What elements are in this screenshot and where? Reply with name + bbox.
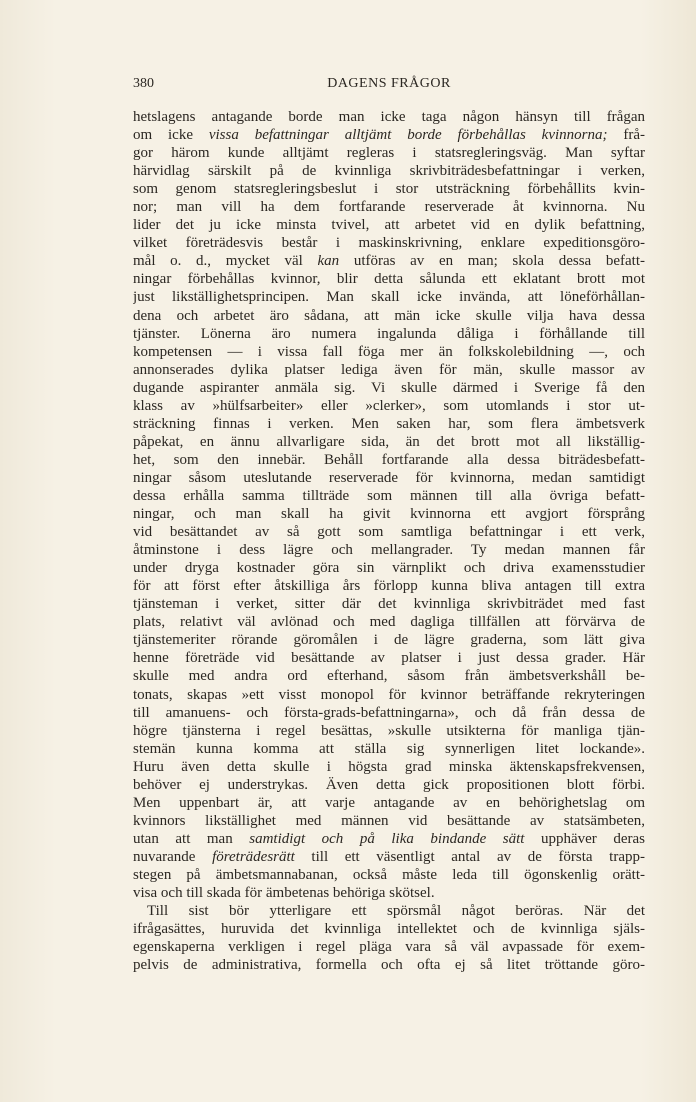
text-line xyxy=(133,361,645,379)
text-line xyxy=(133,722,645,740)
text-line xyxy=(133,938,645,956)
text-segment: tonats, skapas »ett visst monopol för kvinnor beträffande rekryteringen xyxy=(133,686,645,703)
text-segment: plats, relativt väl avlönad och med dagliga tillfällen att förvärva de xyxy=(133,614,645,631)
text-line xyxy=(133,270,645,288)
text-line xyxy=(133,216,645,234)
text-segment: mål o. d., mycket väl xyxy=(133,253,318,270)
running-title: DAGENS FRÅGOR xyxy=(327,76,451,91)
text-segment: vilket företrädesvis består i maskinskrivning, enklare expeditionsgöro- xyxy=(133,235,645,252)
text-segment: vid besättandet av så gott som samtliga befattningar i ett verk, xyxy=(133,524,645,541)
italic-text: samtidigt och på lika bindande sätt xyxy=(249,830,525,847)
text-line xyxy=(133,920,645,938)
text-line xyxy=(133,686,645,704)
page-number: 380 xyxy=(133,76,154,91)
text-segment: skulle med andra ord efterhand, såsom från ämbetsverkshåll be- xyxy=(133,668,645,685)
text-line xyxy=(133,252,645,270)
text-line xyxy=(133,667,645,685)
text-segment: ningar förbehållas kvinnor, blir detta sålunda ett eklatant brott mot xyxy=(133,271,645,288)
italic-text: företrädesrätt xyxy=(212,848,295,865)
text-line xyxy=(133,451,645,469)
text-segment: nor; man vill ha dem fortfarande reserverade åt kvinnorna. Nu xyxy=(133,199,645,216)
text-segment: lider det ju icke minsta tvivel, att arbetet vid en dylik befattning, xyxy=(133,217,645,234)
text-line xyxy=(133,541,645,559)
text-segment: egenskaperna verkligen i regel pläga vara så väl avpassade för exem- xyxy=(133,939,645,956)
text-segment: tjänsteman i verket, sitter där det kvinnliga skrivbiträdet med fast xyxy=(133,596,645,613)
text-segment: utan att man xyxy=(133,830,250,847)
text-line xyxy=(133,794,645,812)
page-header xyxy=(133,76,645,94)
text-segment: till ett väsentligt antal av de första trapp- xyxy=(294,848,645,865)
italic-text: vissa befattningar alltjämt borde förbehållas kvinnorna; xyxy=(208,127,608,144)
text-segment: stemän kunna komma att ställa sig synnerligen litet lockande». xyxy=(133,740,645,757)
text-line xyxy=(133,325,645,343)
text-line xyxy=(133,234,645,252)
text-segment: Till sist bör ytterligare ett spörsmål något beröras. När det xyxy=(147,903,645,920)
text-segment: tjänster. Lönerna äro numera ingalunda dåliga i förhållande till xyxy=(133,325,645,342)
text-line xyxy=(133,595,645,613)
text-line xyxy=(133,162,645,180)
text-line xyxy=(133,848,645,866)
text-line xyxy=(133,740,645,758)
text-line xyxy=(133,704,645,722)
text-segment: kompetensen — i vissa fall föga mer än folkskolebildning —, och xyxy=(133,343,645,360)
text-segment: frå- xyxy=(607,127,645,144)
text-line xyxy=(133,884,645,902)
text-segment: nuvarande xyxy=(133,848,213,865)
text-line xyxy=(133,758,645,776)
text-line xyxy=(133,956,645,974)
text-line xyxy=(133,776,645,794)
text-line xyxy=(133,433,645,451)
text-segment: behöver ej understrykas. Även detta gick propositionen blott förbi. xyxy=(133,776,645,793)
text-segment: stegen på ämbetsmannabanan, också måste leda till ögonskenlig orätt- xyxy=(133,866,645,883)
text-segment: pelvis de administrativa, formella och ofta ej så litet tröttande göro- xyxy=(133,957,645,974)
text-line xyxy=(133,631,645,649)
text-segment: dena och arbetet äro sådana, att män icke skulle vilja hava dessa xyxy=(133,307,645,324)
text-segment: gor härom kunde alltjämt regleras i statsregleringsväg. Man syftar xyxy=(133,145,645,162)
text-line xyxy=(133,343,645,361)
text-segment: påpekat, en ännu allvarligare sida, än det brott mot all likställig- xyxy=(133,433,645,450)
text-segment: just likställighetsprincipen. Man skall icke invända, att löneförhållan- xyxy=(133,289,645,306)
text-segment: sträckning finnas i verken. Men saken har, som flera ämbetsverk xyxy=(133,415,645,432)
body-text xyxy=(133,108,645,974)
text-segment: klass av »hülfsarbeiter» eller »clerker», som utomlands i stor ut- xyxy=(133,397,645,414)
text-segment: ifrågasättes, huruvida det kvinnliga intellektet och de kvinnliga själs- xyxy=(133,921,645,938)
text-segment: upphäver deras xyxy=(524,830,645,847)
text-line xyxy=(133,523,645,541)
text-segment: som genom statsregleringsbeslut i stor utsträckning förbehållits kvin- xyxy=(133,181,645,198)
text-segment: het, som den innebär. Behåll fortfarande alla dessa biträdesbefatt- xyxy=(133,451,645,468)
text-segment: under dryga kostnader göra sin värnplikt och driva examensstudier xyxy=(133,560,645,577)
text-line xyxy=(133,649,645,667)
text-line xyxy=(133,288,645,306)
text-segment: åtminstone i dess lägre och mellangrader. Ty medan mannen får xyxy=(133,542,645,559)
text-line xyxy=(133,180,645,198)
text-line xyxy=(133,126,645,144)
text-segment: till amanuens- och första-grads-befattningarna», och då från dessa de xyxy=(133,704,645,721)
text-segment: hetslagens antagande borde man icke taga någon hänsyn till frågan xyxy=(133,109,645,125)
text-segment: tjänstemeriter rörande göromålen i de lägre graderna, som lätt giva xyxy=(133,632,645,649)
text-line xyxy=(133,469,645,487)
text-segment: ningar såsom uteslutande reserverade för kvinnorna, medan samtidigt xyxy=(133,469,645,486)
text-segment: henne företräde vid besättande av platser i just dessa grader. Här xyxy=(133,650,645,667)
text-line xyxy=(133,198,645,216)
text-line xyxy=(133,379,645,397)
text-segment: visa och till skada för ämbetenas behöriga skötsel. xyxy=(133,885,435,902)
text-line xyxy=(133,144,645,162)
text-segment: för att först efter åtskilliga års förlopp kunna bliva antagen till extra xyxy=(133,578,645,595)
text-segment: annonserades dylika platser lediga även för män, skulle massor av xyxy=(133,361,645,378)
italic-text: kan xyxy=(317,253,340,270)
text-line xyxy=(133,866,645,884)
text-line xyxy=(133,505,645,523)
text-segment: Men uppenbart är, att varje antagande av en behörighetslag om xyxy=(133,794,645,811)
text-line xyxy=(133,830,645,848)
text-segment: Huru även detta skulle i högsta grad minska äktenskapsfrekvensen, xyxy=(133,758,645,775)
text-segment: dessa erhålla samma tillträde som männen till alla övriga befatt- xyxy=(133,487,645,504)
text-line xyxy=(133,108,645,126)
text-segment: utföras av en man; skola dessa befatt- xyxy=(339,253,645,270)
text-segment: ningar, och man skall ha givit kvinnorna ett avgjort försprång xyxy=(133,506,645,523)
text-line xyxy=(133,415,645,433)
text-line xyxy=(133,577,645,595)
text-line xyxy=(133,613,645,631)
text-line xyxy=(133,559,645,577)
text-line xyxy=(133,307,645,325)
text-line xyxy=(133,487,645,505)
text-segment: högre tjänsterna i regel besättas, »skulle utsikterna för manliga tjän- xyxy=(133,722,645,739)
text-segment: härvidlag särskilt på de kvinnliga skrivbiträdesbefattningar i verken, xyxy=(133,163,645,180)
text-line xyxy=(133,902,645,920)
text-segment: kvinnors likställighet med männen vid besättande av statsämbeten, xyxy=(133,812,645,829)
text-line xyxy=(133,812,645,830)
text-segment: dugande aspiranter anmäla sig. Vi skulle därmed i Sverige få den xyxy=(133,379,645,396)
text-line xyxy=(133,397,645,415)
text-segment: om icke xyxy=(133,127,209,144)
